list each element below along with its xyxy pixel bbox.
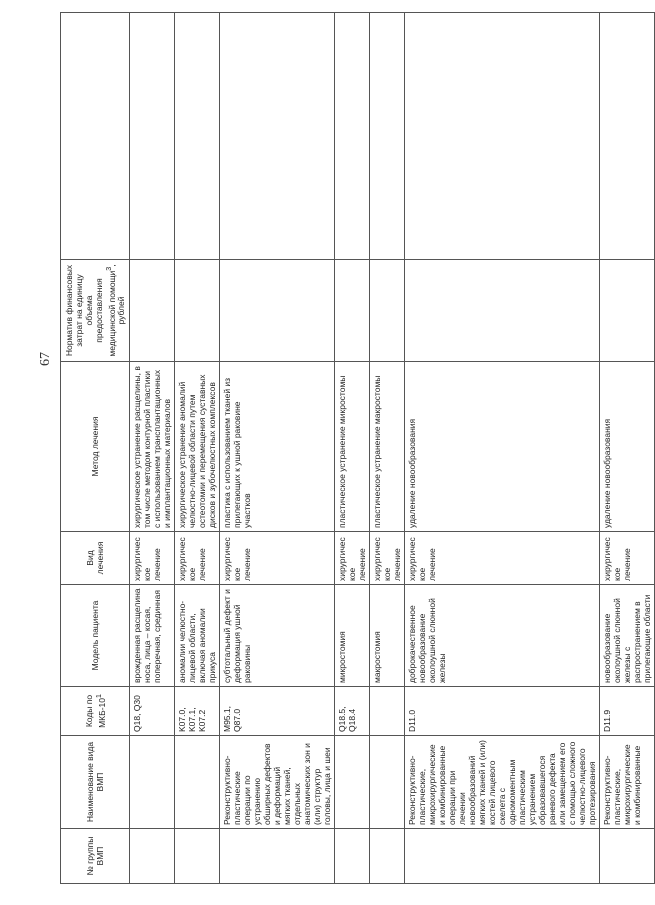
cell-codes: D11.0 (405, 687, 600, 736)
cell-codes: K07.0, K07.1, K07.2 (175, 687, 220, 736)
table-row (600, 13, 655, 884)
header-mkb-text: Коды по МКБ-10 (83, 694, 107, 728)
header-group-no: № группы ВМП (61, 829, 130, 884)
cell-blank (220, 13, 335, 260)
header-mkb-codes (61, 687, 130, 736)
table-row (175, 13, 220, 884)
cell-group-no (220, 829, 335, 884)
table-row (220, 13, 335, 884)
cell-type: хирургическое лечение (335, 532, 370, 585)
cell-method: хирургическое устранение аномалий челюстно-лицевой области путем остеотомии и перемещения суставных дисков и зубочелюстных комплексов (175, 362, 220, 532)
cell-method: хирургическое устранение расщелины, в том числе методом контурной пластики с использованием трансплантационных и имплантационных материалов (130, 362, 175, 532)
cell-model: врожденная расщелина носа, лица – косая, поперечная, срединная (130, 585, 175, 687)
header-mkb-sup: 1 (94, 694, 103, 699)
table-row (405, 13, 600, 884)
cell-blank (130, 13, 175, 260)
header-blank (61, 13, 130, 260)
table-row (335, 13, 370, 884)
cell-vmp-name (335, 736, 370, 829)
header-method: Метод лечения (61, 362, 130, 532)
cell-codes: M95.1, Q87.0 (220, 687, 335, 736)
cell-model: субтотальный дефект и деформация ушной раковины (220, 585, 335, 687)
cell-type: хирургическое лечение (600, 532, 655, 585)
cell-model: новообразование околоушной слюнной железы с распространением в прилегающие области (600, 585, 655, 687)
cell-blank (175, 13, 220, 260)
rotated-table-container (60, 69, 652, 884)
cell-codes (370, 687, 405, 736)
cell-group-no (130, 829, 175, 884)
cell-vmp-name: Реконструктивно-пластические операции по устранению обширных дефектов и деформаций мягких тканей, отдельных анатомических зон и (или) структур головы, лица и шеи (220, 736, 335, 829)
header-norm-text: Норматив финансовых затрат на единицу объема предоставления медицинской помощи (63, 264, 117, 357)
cell-method: удаление новообразования (405, 362, 600, 532)
cell-method: пластическое устранение макростомы (370, 362, 405, 532)
cell-blank (370, 13, 405, 260)
cell-model: микростомия (335, 585, 370, 687)
vmp-table (60, 12, 655, 884)
cell-vmp-name (130, 736, 175, 829)
cell-blank (405, 13, 600, 260)
cell-vmp-name: Реконструктивно-пластические, микрохирургические и комбинированные (600, 736, 655, 829)
cell-group-no (335, 829, 370, 884)
cell-group-no (370, 829, 405, 884)
cell-codes: Q18, Q30 (130, 687, 175, 736)
header-norm-sup: 3 (104, 266, 113, 271)
cell-type: хирургическое лечение (130, 532, 175, 585)
cell-norm (600, 260, 655, 362)
cell-group-no (600, 829, 655, 884)
cell-norm (175, 260, 220, 362)
cell-group-no (175, 829, 220, 884)
cell-codes: Q18.5, Q18.4 (335, 687, 370, 736)
table-row (370, 13, 405, 884)
cell-model: доброкачественное новообразование околоушной слюнной железы (405, 585, 600, 687)
cell-vmp-name (175, 736, 220, 829)
cell-model: аномалии челюстно-лицевой области, включая аномалии прикуса (175, 585, 220, 687)
table-header-row (61, 13, 130, 884)
cell-type: хирургическое лечение (405, 532, 600, 585)
cell-type: хирургическое лечение (175, 532, 220, 585)
cell-method: удаление новообразования (600, 362, 655, 532)
cell-norm (220, 260, 335, 362)
header-norm (61, 260, 130, 362)
cell-norm (130, 260, 175, 362)
cell-norm (335, 260, 370, 362)
header-vmp-name: Наименование вида ВМП (61, 736, 130, 829)
cell-vmp-name (370, 736, 405, 829)
cell-vmp-name: Реконструктивно-пластические, микрохирургические и комбинированные операции при лечении новообразований мягких тканей и (или) костей лицевого скелета с одномоментным пластическим устранением образовавшегося раневого дефекта или замещением его с помощью сложного челюстно-лицевого протезирования (405, 736, 600, 829)
cell-blank (600, 13, 655, 260)
cell-type: хирургическое лечение (220, 532, 335, 585)
header-patient-model: Модель пациента (61, 585, 130, 687)
cell-model: макростомия (370, 585, 405, 687)
cell-blank (335, 13, 370, 260)
header-treatment-type: Вид лечения (61, 532, 130, 585)
cell-method: пластика с использованием тканей из прилегающих к ушной раковине участков (220, 362, 335, 532)
cell-type: хирургическое лечение (370, 532, 405, 585)
cell-codes: D11.9 (600, 687, 655, 736)
header-norm-suffix: , рублей (106, 264, 127, 325)
cell-norm (405, 260, 600, 362)
cell-norm (370, 260, 405, 362)
page-number: 67 (38, 352, 53, 366)
cell-group-no (405, 829, 600, 884)
cell-method: пластическое устранение микростомы (335, 362, 370, 532)
table-row (130, 13, 175, 884)
